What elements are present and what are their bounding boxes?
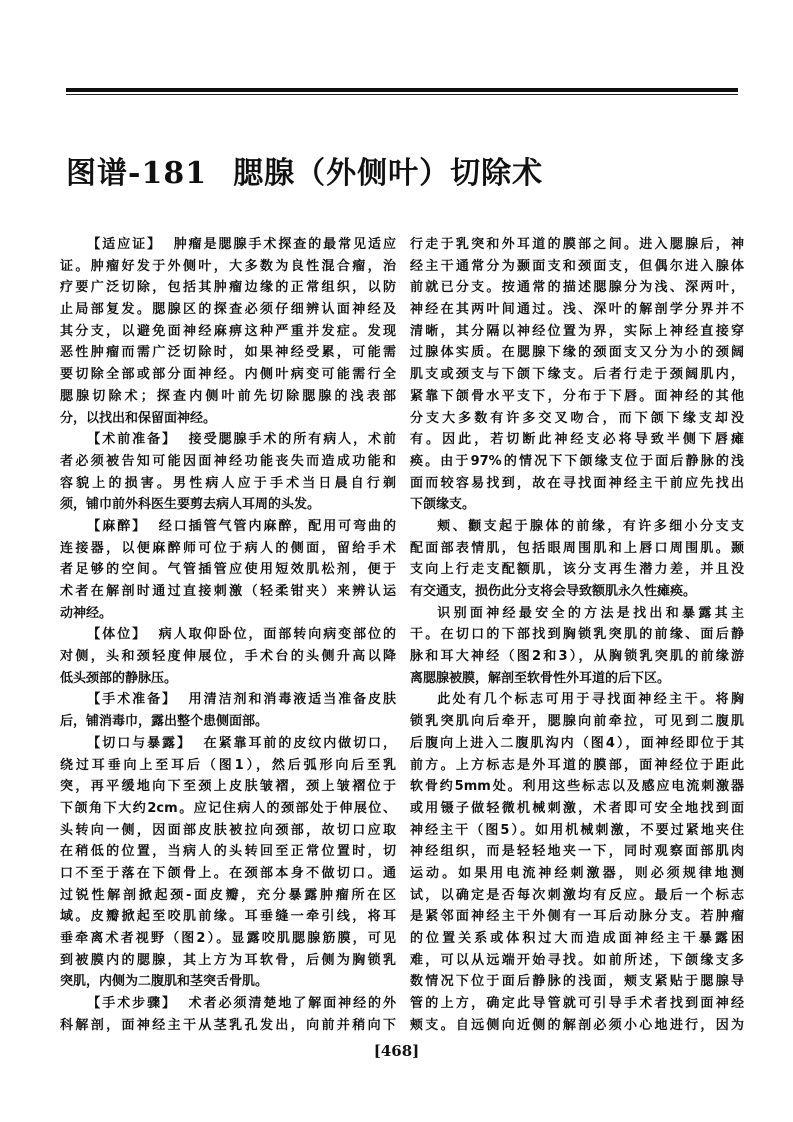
text-line: [410, 386, 744, 408]
text-line: [60, 234, 396, 256]
line-text: 难，可以从远端开始寻找。如前所述，下颌缘支多: [410, 952, 744, 968]
text-line: [410, 581, 744, 603]
section-label: 【术前准备】: [87, 432, 177, 448]
text-line: [410, 646, 744, 668]
line-text: 数情况下位于面后静脉的浅面，颊支紧贴于腮腺导: [410, 974, 744, 990]
line-text: 其分支，以避免面神经麻痹这种严重并发症。发现: [60, 323, 396, 339]
text-line: [60, 277, 396, 299]
line-text: 分支大多数有许多交叉吻合，而下颌下缘支却没: [410, 410, 744, 426]
text-line: [60, 885, 396, 907]
paragraph: [410, 234, 744, 516]
line-text: 到被膜内的腮腺，其上方为耳软骨，后侧为胸锁乳: [60, 952, 396, 968]
text-line: [60, 668, 396, 690]
line-text: 肌支或颈支与下颌下缘支。后者行走于颈阔肌内，: [410, 367, 744, 383]
line-text: 疗要广泛切除，包括其肿瘤边缘的正常组织，以防: [60, 280, 396, 296]
text-line: [60, 820, 396, 842]
text-line: [60, 386, 396, 408]
text-line: [410, 516, 744, 538]
text-line: [410, 603, 744, 625]
line-text: 者必须被告知可能因面神经功能丧失而造成功能和: [60, 453, 396, 469]
text-line: [60, 711, 396, 733]
text-line: [60, 603, 396, 625]
text-line: [410, 971, 744, 993]
line-text: 面而较容易找到，故在寻找面神经主干前应先找出: [410, 475, 744, 491]
text-line: [60, 581, 396, 603]
line-text: 配面部表情肌，包括眼周围肌和上唇口周围肌。颞: [410, 540, 744, 556]
text-line: [60, 516, 396, 538]
text-line: [60, 755, 396, 777]
line-text: 紧靠下颌骨水平支下，分布于下唇。面神经的其他: [410, 388, 744, 404]
text-line: [60, 624, 396, 646]
line-text: 神经主干（图5）。如用机械刺激，不要过紧地夹住: [410, 822, 744, 838]
line-text: 有交通支，损伤此分支将会导致额肌永久性瘫痪。: [410, 584, 697, 599]
text-line: [410, 473, 744, 495]
line-text: 止局部复发。腮腺区的探查必须仔细辨认面神经及: [60, 302, 396, 318]
right-column: [410, 234, 744, 1036]
line-text: 识别面神经最安全的方法是找出和暴露其主: [437, 605, 744, 621]
page-number: [468]: [373, 1042, 420, 1060]
section-label: 【麻醉】: [87, 518, 148, 534]
text-line: [410, 277, 744, 299]
left-column: [60, 234, 396, 1036]
line-text: 试，以确定是否每次刺激均有反应。最后一个标志: [410, 887, 744, 903]
text-line: [60, 559, 396, 581]
text-line: [410, 820, 744, 842]
text-line: [410, 451, 744, 473]
text-line: [410, 950, 744, 972]
line-text: 颊支。自远侧向近侧的解剖必须小心地进行，因为: [410, 1017, 744, 1033]
paragraph: [60, 993, 396, 1036]
line-text: 痪。由于97%的情况下下颌缘支位于面后静脉的浅: [410, 453, 744, 469]
page-title: [66, 148, 543, 192]
text-line: [60, 429, 396, 451]
line-text: 离腮腺被膜，解剖至软骨性外耳道的后下区。: [410, 670, 671, 686]
line-text: 证。肿瘤好发于外侧叶，大多数为良性混合瘤，治: [60, 258, 396, 274]
line-text: 须，铺巾前外科医生要剪去病人耳周的头发。: [60, 497, 321, 513]
paragraph: [60, 733, 396, 993]
text-line: [60, 798, 396, 820]
line-text: 接受腮腺手术的所有病人，术前: [188, 432, 396, 448]
paragraph: [410, 603, 744, 690]
section-label: 【手术准备】: [87, 692, 177, 708]
paragraph: [410, 516, 744, 603]
line-text: 过腺体实质。在腮腺下缘的颈面支又分为小的颈阔: [410, 345, 744, 361]
paragraph: [410, 689, 744, 1036]
line-text: 前就已分支。按通常的描述腮腺分为浅、深两叶，: [410, 280, 744, 296]
line-text: 此处有几个标志可用于寻找面神经主干。将胸: [437, 692, 744, 708]
line-text: 突，再平缓地向下至颈上皮肤皱褶，颈上皱褶位于: [60, 779, 396, 795]
text-line: [410, 342, 744, 364]
line-text: 分，以找出和保留面神经。: [60, 410, 217, 426]
text-line: [60, 1015, 396, 1037]
line-text: 在稍低的位置，当病人的头转回至正常位置时，切: [60, 844, 396, 860]
text-line: [410, 321, 744, 343]
line-text: 绕过耳垂向上至耳后（图1），然后弧形向后至乳: [60, 757, 396, 773]
text-line: [410, 668, 744, 690]
line-text: 颊、颧支起于腺体的前缘，有许多细小分支支: [437, 518, 744, 534]
line-text: 科解剖，面神经主干从茎乳孔发出，向前并稍向下: [60, 1017, 396, 1033]
text-line: [60, 364, 396, 386]
line-text: 恶性肿瘤而需广泛切除时，如果神经受累，可能需: [60, 345, 396, 361]
line-text: 容貌上的损害。男性病人应于手术当日晨自行剃: [60, 475, 396, 491]
text-line: [60, 733, 396, 755]
text-line: [410, 733, 744, 755]
line-text: 清晰，其分隔以神经位置为界，实际上神经直接穿: [410, 323, 744, 339]
text-line: [410, 885, 744, 907]
header-rule-thick: [66, 88, 738, 92]
line-text: 下颌角下大约2cm。应记住病人的颈部处于伸展位、: [60, 800, 396, 816]
line-text: 后腹向上进入二腹肌沟内（图4），面神经即位于其: [410, 735, 744, 751]
line-text: 下颌缘支。: [410, 497, 476, 513]
plate-number: 图谱-181: [66, 156, 208, 191]
line-text: 干。在切口的下部找到胸锁乳突肌的前缘、面后静: [410, 627, 744, 643]
text-line: [410, 299, 744, 321]
paragraph: [60, 234, 396, 429]
section-label: 【体位】: [87, 627, 148, 643]
text-line: [60, 321, 396, 343]
line-text: 前方。上方标志是外耳道的膜部，面神经位于距此: [410, 757, 744, 773]
line-text: 有。因此，若切断此神经支必将导致半侧下唇瘫: [410, 432, 744, 448]
line-text: 或用镊子做轻微机械刺激，术者即可安全地找到面: [410, 800, 744, 816]
text-line: [60, 928, 396, 950]
text-line: [410, 1015, 744, 1037]
text-line: [410, 408, 744, 430]
text-line: [410, 559, 744, 581]
line-text: 者足够的空间。气管插管应使用短效肌松剂，便于: [60, 562, 396, 578]
text-line: [410, 624, 744, 646]
line-text: 垂牵离术者视野（图2）。显露咬肌腮腺筋膜，可见: [60, 931, 396, 946]
line-text: 术者在解剖时通过直接刺激（轻柔钳夹）来辨认运: [60, 584, 396, 599]
text-line: [410, 776, 744, 798]
text-line: [60, 494, 396, 516]
title-text: 腮腺（外侧叶）切除术: [233, 156, 544, 191]
text-line: [410, 863, 744, 885]
text-line: [410, 494, 744, 516]
line-text: 行走于乳突和外耳道的膜部之间。进入腮腺后，神: [410, 237, 744, 252]
text-line: [60, 689, 396, 711]
section-label: 【切口与暴露】: [87, 735, 192, 751]
text-line: [60, 776, 396, 798]
line-text: 过锐性解剖掀起颈-面皮瓣，充分暴露肿瘤所在区: [60, 887, 396, 903]
line-text: 神经组织，而是轻轻地夹一下，同时观察面部肌肉: [410, 844, 744, 860]
header-rule-thin: [66, 94, 738, 95]
text-line: [60, 646, 396, 668]
line-text: 用清洁剂和消毒液适当准备皮肤: [188, 692, 396, 708]
line-text: 神经在其两叶间通过。浅、深叶的解剖学分界并不: [410, 302, 744, 318]
text-line: [410, 798, 744, 820]
line-text: 在紧靠耳前的皮纹内做切口，: [203, 735, 396, 751]
line-text: 头转向一侧，因面部皮肤被拉向颈部，故切口应取: [60, 822, 396, 838]
section-label: 【适应证】: [87, 237, 163, 252]
text-line: [410, 711, 744, 733]
text-line: [60, 950, 396, 972]
line-text: 后，铺消毒巾，露出整个患侧面部。: [60, 714, 269, 730]
text-line: [60, 256, 396, 278]
line-text: 支向上行走支配额肌，该分支再生潜力差，并且没: [410, 562, 744, 578]
line-text: 低头颈部的静脉压。: [60, 670, 178, 686]
line-text: 运动。如果用电流神经刺激器，则必须规律地测: [410, 865, 744, 881]
line-text: 口不至于落在下颌骨上。在颈部本身不做切口。通: [60, 865, 396, 881]
text-line: [410, 538, 744, 560]
text-line: [60, 408, 396, 430]
text-line: [410, 364, 744, 386]
text-line: [60, 841, 396, 863]
text-line: [410, 234, 744, 256]
paragraph: [60, 624, 396, 689]
text-line: [60, 538, 396, 560]
line-text: 经口插管气管内麻醉，配用可弯曲的: [158, 518, 396, 534]
text-line: [60, 451, 396, 473]
paragraph: [60, 689, 396, 732]
line-text: 对侧，头和颈轻度伸展位，手术台的头侧升高以降: [60, 649, 396, 665]
text-line: [410, 755, 744, 777]
text-line: [410, 429, 744, 451]
line-text: 术者必须清楚地了解面神经的外: [188, 996, 396, 1012]
text-line: [60, 993, 396, 1015]
text-line: [60, 473, 396, 495]
text-line: [410, 928, 744, 950]
line-text: 域。皮瓣掀起至咬肌前缘。耳垂缝一牵引线，将耳: [60, 909, 396, 925]
paragraph: [60, 429, 396, 516]
text-line: [60, 342, 396, 364]
line-text: 病人取仰卧位，面部转向病变部位的: [158, 627, 396, 643]
line-text: 要切除全部或部分面神经。内侧叶病变可能需行全: [60, 367, 396, 383]
line-text: 动神经。: [60, 605, 113, 621]
text-line: [60, 863, 396, 885]
line-text: 突肌，内侧为二腹肌和茎突舌骨肌。: [60, 974, 269, 990]
text-line: [60, 971, 396, 993]
text-line: [60, 299, 396, 321]
section-label: 【手术步骤】: [87, 996, 177, 1012]
paragraph: [60, 516, 396, 624]
line-text: 脉和耳大神经（图2和3），从胸锁乳突肌的前缘游: [410, 649, 744, 665]
text-line: [60, 906, 396, 928]
line-text: 腮腺切除术；探查内侧叶前先切除腮腺的浅表部: [60, 388, 396, 404]
line-text: 连接器，以便麻醉师可位于病人的侧面，留给手术: [60, 540, 396, 556]
line-text: 软骨约5mm处。利用这些标志以及感应电流刺激器: [410, 779, 744, 795]
text-line: [410, 993, 744, 1015]
line-text: 管的上方，确定此导管就可引导手术者找到面神经: [410, 996, 744, 1012]
line-text: 肿瘤是腮腺手术探查的最常见适应: [173, 237, 396, 252]
line-text: 经主干通常分为颞面支和颈面支，但偶尔进入腺体: [410, 258, 744, 274]
text-line: [410, 841, 744, 863]
text-line: [410, 256, 744, 278]
line-text: 的位置关系或体积过大而造成面神经主干暴露困: [410, 931, 744, 946]
line-text: 是紧邻面神经主干外侧有一耳后动脉分支。若肿瘤: [410, 909, 744, 925]
text-line: [410, 689, 744, 711]
line-text: 锁乳突肌向后牵开，腮腺向前牵拉，可见到二腹肌: [410, 714, 744, 730]
text-line: [410, 906, 744, 928]
